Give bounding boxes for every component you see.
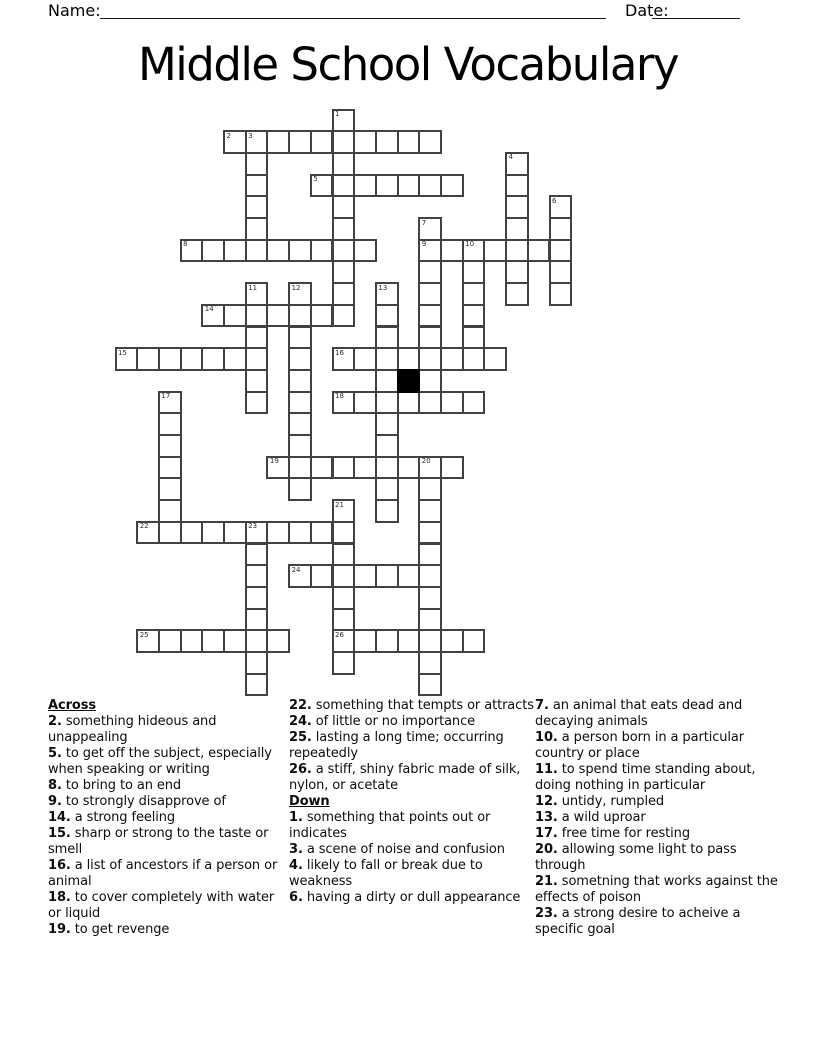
grid-cell[interactable] bbox=[418, 456, 442, 480]
grid-cell[interactable] bbox=[332, 543, 356, 567]
clue-number: 8. bbox=[48, 778, 62, 793]
grid-cell[interactable] bbox=[245, 586, 269, 610]
grid-cell[interactable] bbox=[245, 651, 269, 675]
grid-cell[interactable] bbox=[245, 521, 269, 545]
clue-item: 16. a list of ancestors if a person or animal bbox=[48, 858, 278, 889]
grid-cell[interactable] bbox=[288, 477, 312, 501]
cell-number: 23 bbox=[248, 522, 258, 531]
grid-cell[interactable] bbox=[180, 347, 204, 371]
grid-cell[interactable] bbox=[310, 130, 334, 154]
grid-cell[interactable] bbox=[375, 629, 399, 653]
grid-cell[interactable] bbox=[332, 586, 356, 610]
grid-cell[interactable] bbox=[332, 347, 356, 371]
grid-cell[interactable] bbox=[549, 260, 573, 284]
cell-number: 10 bbox=[465, 240, 475, 249]
grid-cell[interactable] bbox=[440, 391, 464, 415]
clue-item: 24. of little or no importance bbox=[289, 714, 476, 729]
grid-cell[interactable] bbox=[462, 326, 486, 350]
grid-cell[interactable] bbox=[332, 282, 356, 306]
clue-number: 17. bbox=[535, 826, 558, 841]
grid-cell[interactable] bbox=[332, 304, 356, 328]
grid-cell[interactable] bbox=[245, 564, 269, 588]
grid-cell[interactable] bbox=[418, 499, 442, 523]
grid-cell[interactable] bbox=[332, 195, 356, 219]
grid-cell[interactable] bbox=[332, 651, 356, 675]
grid-cell[interactable] bbox=[332, 152, 356, 176]
clue-number: 21. bbox=[535, 874, 558, 889]
grid-cell[interactable] bbox=[223, 304, 247, 328]
clue-item: 6. having a dirty or dull appearance bbox=[289, 890, 521, 905]
clue-item: 4. likely to fall or break due to weakness bbox=[289, 858, 483, 889]
grid-cell[interactable] bbox=[418, 282, 442, 306]
grid-cell[interactable] bbox=[375, 564, 399, 588]
grid-cell[interactable] bbox=[375, 369, 399, 393]
grid-cell[interactable] bbox=[288, 130, 312, 154]
grid-cell[interactable] bbox=[288, 412, 312, 436]
cell-number: 12 bbox=[291, 283, 301, 292]
grid-cell[interactable] bbox=[418, 369, 442, 393]
grid-cell[interactable] bbox=[353, 629, 377, 653]
clue-number: 24. bbox=[289, 714, 312, 729]
grid-cell[interactable] bbox=[245, 369, 269, 393]
grid-cell[interactable] bbox=[397, 564, 421, 588]
grid-cell[interactable] bbox=[158, 499, 182, 523]
grid-cell[interactable] bbox=[375, 391, 399, 415]
cell-number: 18 bbox=[335, 392, 344, 401]
grid-cell[interactable] bbox=[288, 239, 312, 263]
grid-cell[interactable] bbox=[136, 521, 160, 545]
grid-cell[interactable] bbox=[418, 174, 442, 198]
grid-cell[interactable] bbox=[266, 130, 290, 154]
grid-cell[interactable] bbox=[158, 412, 182, 436]
cell-number: 26 bbox=[335, 630, 344, 639]
clue-item: 5. to get off the subject, especially when speaking or writing bbox=[48, 746, 272, 777]
grid-cell[interactable] bbox=[310, 304, 334, 328]
grid-cell[interactable] bbox=[332, 130, 356, 154]
grid-cell[interactable] bbox=[201, 629, 225, 653]
cell-number: 21 bbox=[335, 500, 344, 509]
grid-cell[interactable] bbox=[288, 347, 312, 371]
grid-cell[interactable] bbox=[158, 521, 182, 545]
grid-cell[interactable] bbox=[353, 239, 377, 263]
grid-cell[interactable] bbox=[375, 326, 399, 350]
grid-cell[interactable] bbox=[505, 217, 529, 241]
clue-item: 12. untidy, rumpled bbox=[535, 794, 665, 809]
grid-cell[interactable] bbox=[418, 651, 442, 675]
grid-cell[interactable] bbox=[288, 456, 312, 480]
grid-cell[interactable] bbox=[332, 499, 356, 523]
clue-item: 15. sharp or strong to the taste or smell bbox=[48, 826, 269, 857]
clue-column-across bbox=[48, 698, 286, 938]
grid-cell[interactable] bbox=[245, 304, 269, 328]
grid-cell[interactable] bbox=[245, 347, 269, 371]
clue-column-middle bbox=[289, 698, 534, 906]
grid-cell[interactable] bbox=[462, 260, 486, 284]
cell-number: 11 bbox=[248, 283, 258, 292]
grid-cell[interactable] bbox=[505, 239, 529, 263]
grid-cell[interactable] bbox=[440, 456, 464, 480]
cell-number: 6 bbox=[552, 196, 557, 205]
grid-cell[interactable] bbox=[223, 521, 247, 545]
grid-cell[interactable] bbox=[418, 543, 442, 567]
page-title: Middle School Vocabulary bbox=[137, 38, 679, 91]
cell-number: 5 bbox=[313, 175, 318, 184]
grid-cell[interactable] bbox=[158, 391, 182, 415]
grid-cell[interactable] bbox=[201, 239, 225, 263]
grid-cell[interactable] bbox=[375, 282, 399, 306]
grid-cell[interactable] bbox=[440, 174, 464, 198]
grid-cell[interactable] bbox=[266, 521, 290, 545]
grid-cell[interactable] bbox=[505, 260, 529, 284]
clue-item: 23. a strong desire to acheive a specific goal bbox=[535, 906, 741, 937]
grid-cell[interactable] bbox=[180, 239, 204, 263]
grid-cell[interactable] bbox=[332, 629, 356, 653]
grid-cell[interactable] bbox=[418, 673, 442, 697]
grid-cell[interactable] bbox=[353, 391, 377, 415]
clue-item: 14. a strong feeling bbox=[48, 810, 176, 825]
grid-cell[interactable] bbox=[136, 629, 160, 653]
grid-cell[interactable] bbox=[462, 304, 486, 328]
clue-item: 22. something that tempts or attracts bbox=[289, 698, 534, 713]
clue-item: 13. a wild uproar bbox=[535, 810, 646, 825]
grid-cell[interactable] bbox=[201, 304, 225, 328]
grid-cell[interactable] bbox=[375, 499, 399, 523]
grid-cell[interactable] bbox=[245, 195, 269, 219]
grid-cell[interactable] bbox=[549, 217, 573, 241]
grid-cell[interactable] bbox=[245, 326, 269, 350]
grid-cell[interactable] bbox=[158, 434, 182, 458]
grid-cell[interactable] bbox=[245, 239, 269, 263]
clue-number: 23. bbox=[535, 906, 558, 921]
grid-cell[interactable] bbox=[462, 282, 486, 306]
clue-number: 7. bbox=[535, 698, 549, 713]
grid-cell[interactable] bbox=[483, 239, 507, 263]
grid-cell[interactable] bbox=[332, 217, 356, 241]
cell-number: 15 bbox=[118, 348, 127, 357]
clue-item: 26. a stiff, shiny fabric made of silk, nylon, or acetate bbox=[289, 762, 521, 793]
clue-number: 15. bbox=[48, 826, 71, 841]
grid-cell[interactable] bbox=[115, 347, 139, 371]
clue-item: 10. a person born in a particular country or place bbox=[535, 730, 745, 761]
clue-number: 20. bbox=[535, 842, 558, 857]
grid-cell[interactable] bbox=[288, 434, 312, 458]
clue-item: 1. something that points out or indicates bbox=[289, 810, 491, 841]
grid-cell[interactable] bbox=[245, 673, 269, 697]
grid-cell[interactable] bbox=[418, 347, 442, 371]
grid-cell[interactable] bbox=[158, 347, 182, 371]
grid-cell[interactable] bbox=[223, 629, 247, 653]
grid-cell[interactable] bbox=[288, 391, 312, 415]
grid-cell[interactable] bbox=[418, 564, 442, 588]
clue-number: 14. bbox=[48, 810, 71, 825]
clue-column-down bbox=[535, 698, 787, 938]
grid-cell[interactable] bbox=[505, 174, 529, 198]
cell-number: 8 bbox=[183, 240, 188, 249]
grid-cell[interactable] bbox=[440, 239, 464, 263]
grid-cell[interactable] bbox=[332, 239, 356, 263]
grid-cell[interactable] bbox=[397, 347, 421, 371]
grid-cell[interactable] bbox=[288, 521, 312, 545]
grid-cell[interactable] bbox=[375, 130, 399, 154]
grid-cell[interactable] bbox=[310, 521, 334, 545]
cell-number: 19 bbox=[269, 457, 279, 466]
cell-number: 13 bbox=[378, 283, 388, 292]
clue-number: 2. bbox=[48, 714, 62, 729]
grid-cell[interactable] bbox=[462, 629, 486, 653]
grid-cell[interactable] bbox=[397, 174, 421, 198]
grid-cell[interactable] bbox=[201, 347, 225, 371]
grid-cell[interactable] bbox=[397, 391, 421, 415]
grid-cell[interactable] bbox=[223, 239, 247, 263]
grid-cell[interactable] bbox=[462, 391, 486, 415]
clue-number: 22. bbox=[289, 698, 312, 713]
cell-number: 20 bbox=[421, 457, 431, 466]
grid-cell[interactable] bbox=[332, 174, 356, 198]
clue-number: 18. bbox=[48, 890, 71, 905]
grid-cell[interactable] bbox=[375, 347, 399, 371]
grid-cell[interactable] bbox=[266, 239, 290, 263]
grid-cell[interactable] bbox=[245, 174, 269, 198]
clue-number: 9. bbox=[48, 794, 62, 809]
grid-cell[interactable] bbox=[180, 521, 204, 545]
grid-cell[interactable] bbox=[440, 347, 464, 371]
grid-cell[interactable] bbox=[245, 282, 269, 306]
grid-cell[interactable] bbox=[397, 456, 421, 480]
cell-number: 25 bbox=[139, 630, 149, 639]
grid-cell[interactable] bbox=[288, 304, 312, 328]
grid-cell[interactable] bbox=[353, 347, 377, 371]
cell-number: 2 bbox=[226, 131, 231, 140]
grid-cell[interactable] bbox=[288, 326, 312, 350]
grid-cell[interactable] bbox=[310, 239, 334, 263]
grid-cell[interactable] bbox=[418, 608, 442, 632]
grid-cell[interactable] bbox=[418, 391, 442, 415]
cell-number: 17 bbox=[161, 392, 171, 401]
grid-cell[interactable] bbox=[418, 521, 442, 545]
grid-cell[interactable] bbox=[223, 130, 247, 154]
cell-number: 1 bbox=[335, 110, 340, 118]
cell-number: 24 bbox=[291, 565, 301, 574]
clue-item: 8. to bring to an end bbox=[48, 778, 182, 793]
grid-cell[interactable] bbox=[158, 477, 182, 501]
grid-cell[interactable] bbox=[418, 326, 442, 350]
grid-cell[interactable] bbox=[245, 543, 269, 567]
grid-cell[interactable] bbox=[549, 282, 573, 306]
grid-cell[interactable] bbox=[397, 130, 421, 154]
grid-cell[interactable] bbox=[505, 195, 529, 219]
grid-cell[interactable] bbox=[332, 608, 356, 632]
clue-number: 6. bbox=[289, 890, 303, 905]
grid-cell[interactable] bbox=[310, 456, 334, 480]
cell-number: 7 bbox=[421, 218, 427, 227]
grid-cell[interactable] bbox=[505, 282, 529, 306]
grid-cell[interactable] bbox=[397, 629, 421, 653]
grid-cell[interactable] bbox=[353, 456, 377, 480]
grid-cell[interactable] bbox=[310, 564, 334, 588]
cell-number: 9 bbox=[421, 240, 427, 249]
cell-number: 22 bbox=[139, 522, 149, 531]
grid-cell[interactable] bbox=[288, 369, 312, 393]
clue-item: 18. to cover completely with water or liquid bbox=[48, 890, 275, 921]
clue-item: 3. a scene of noise and confusion bbox=[289, 842, 505, 857]
clue-number: 4. bbox=[289, 858, 303, 873]
grid-cell[interactable] bbox=[462, 239, 486, 263]
grid-cell[interactable] bbox=[418, 304, 442, 328]
grid-cell[interactable] bbox=[158, 456, 182, 480]
grid-cell[interactable] bbox=[375, 434, 399, 458]
cell-number: 16 bbox=[335, 348, 344, 357]
grid-cell[interactable] bbox=[158, 629, 182, 653]
grid-cell[interactable] bbox=[266, 456, 290, 480]
grid-cell[interactable] bbox=[418, 217, 442, 241]
date-label: Date: bbox=[625, 1, 669, 20]
grid-cell[interactable] bbox=[353, 130, 377, 154]
grid-cell-black bbox=[397, 369, 421, 393]
grid-cell[interactable] bbox=[332, 109, 356, 133]
grid-cell[interactable] bbox=[223, 347, 247, 371]
grid-cell[interactable] bbox=[332, 391, 356, 415]
down-heading: Down bbox=[289, 794, 330, 809]
grid-cell[interactable] bbox=[375, 477, 399, 501]
grid-cell[interactable] bbox=[418, 130, 442, 154]
grid-cell[interactable] bbox=[201, 521, 225, 545]
grid-cell[interactable] bbox=[418, 586, 442, 610]
clue-number: 11. bbox=[535, 762, 558, 777]
grid-cell[interactable] bbox=[418, 260, 442, 284]
clue-item: 25. lasting a long time; occurring repeatedly bbox=[289, 730, 504, 761]
grid-cell[interactable] bbox=[375, 304, 399, 328]
clue-number: 10. bbox=[535, 730, 558, 745]
grid-cell[interactable] bbox=[462, 347, 486, 371]
grid-cell[interactable] bbox=[245, 629, 269, 653]
grid-cell[interactable] bbox=[418, 477, 442, 501]
grid-cell[interactable] bbox=[418, 629, 442, 653]
clue-number: 5. bbox=[48, 746, 62, 761]
clue-item: 17. free time for resting bbox=[535, 826, 690, 841]
name-label: Name: bbox=[48, 1, 101, 20]
grid-cell[interactable] bbox=[418, 239, 442, 263]
across-heading: Across bbox=[48, 698, 96, 713]
grid-cell[interactable] bbox=[136, 347, 160, 371]
clue-item: 2. something hideous and unappealing bbox=[48, 714, 217, 745]
clue-item: 20. allowing some light to pass through bbox=[535, 842, 737, 873]
clue-number: 19. bbox=[48, 922, 71, 937]
grid-cell[interactable] bbox=[375, 174, 399, 198]
clue-item: 19. to get revenge bbox=[48, 922, 170, 937]
clue-item: 7. an animal that eats dead and decaying animals bbox=[535, 698, 743, 729]
grid-cell[interactable] bbox=[440, 629, 464, 653]
grid-cell[interactable] bbox=[483, 347, 507, 371]
grid-cell[interactable] bbox=[527, 239, 551, 263]
clue-number: 25. bbox=[289, 730, 312, 745]
grid-cell[interactable] bbox=[549, 195, 573, 219]
clue-item: 11. to spend time standing about, doing nothing in particular bbox=[535, 762, 756, 793]
clue-item: 9. to strongly disapprove of bbox=[48, 794, 226, 809]
cell-number: 4 bbox=[508, 153, 514, 162]
grid-cell[interactable] bbox=[245, 217, 269, 241]
grid-cell[interactable] bbox=[245, 608, 269, 632]
clue-number: 16. bbox=[48, 858, 71, 873]
clue-item: 21. sometning that works against the effects of poison bbox=[535, 874, 778, 905]
grid-cell[interactable] bbox=[180, 629, 204, 653]
grid-cell[interactable] bbox=[375, 456, 399, 480]
grid-cell[interactable] bbox=[266, 304, 290, 328]
grid-cell[interactable] bbox=[332, 521, 356, 545]
grid-cell[interactable] bbox=[245, 152, 269, 176]
grid-cell[interactable] bbox=[353, 174, 377, 198]
grid-cell[interactable] bbox=[310, 174, 334, 198]
grid-cell[interactable] bbox=[549, 239, 573, 263]
grid-cell[interactable] bbox=[332, 456, 356, 480]
grid-cell[interactable] bbox=[375, 412, 399, 436]
clue-number: 1. bbox=[289, 810, 303, 825]
grid-cell[interactable] bbox=[353, 564, 377, 588]
clue-number: 13. bbox=[535, 810, 558, 825]
grid-cell[interactable] bbox=[505, 152, 529, 176]
clue-number: 26. bbox=[289, 762, 312, 777]
clue-number: 3. bbox=[289, 842, 303, 857]
grid-cell[interactable] bbox=[288, 564, 312, 588]
grid-cell[interactable] bbox=[245, 130, 269, 154]
grid-cell[interactable] bbox=[288, 282, 312, 306]
cell-number: 14 bbox=[204, 305, 214, 314]
clue-number: 12. bbox=[535, 794, 558, 809]
grid-cell[interactable] bbox=[332, 260, 356, 284]
grid-cell[interactable] bbox=[332, 564, 356, 588]
cell-number: 3 bbox=[248, 131, 253, 140]
grid-cell[interactable] bbox=[245, 391, 269, 415]
grid-cell[interactable] bbox=[266, 629, 290, 653]
